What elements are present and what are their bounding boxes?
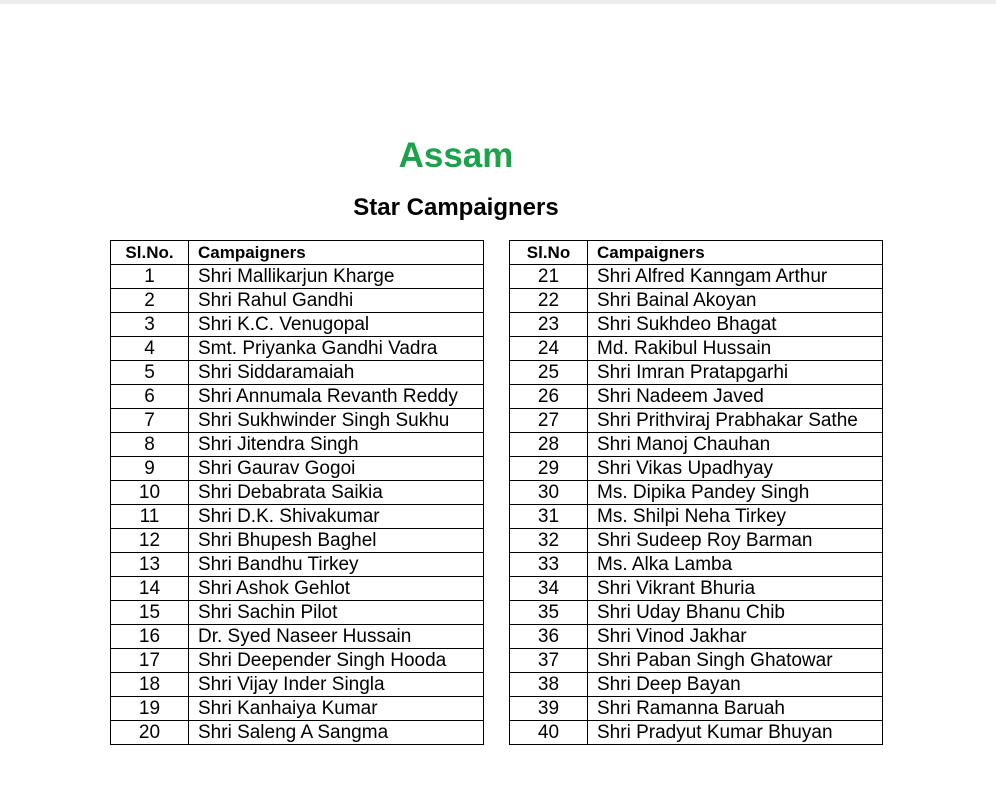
serial-number-cell: 40 <box>510 721 588 745</box>
serial-number-cell: 18 <box>111 673 189 697</box>
table-row <box>111 601 484 625</box>
serial-number-cell: 24 <box>510 337 588 361</box>
campaigner-name-cell: Shri Prithviraj Prabhakar Sathe <box>588 409 883 433</box>
campaigner-name-cell: Shri Deep Bayan <box>588 673 883 697</box>
campaigner-name-cell: Shri Bandhu Tirkey <box>189 553 484 577</box>
campaigner-name-cell: Ms. Dipika Pandey Singh <box>588 481 883 505</box>
table-row <box>510 409 883 433</box>
page-subtitle: Star Campaigners <box>353 194 559 221</box>
campaigner-name-cell: Shri Uday Bhanu Chib <box>588 601 883 625</box>
campaigner-name-cell: Shri D.K. Shivakumar <box>189 505 484 529</box>
serial-number-cell: 35 <box>510 601 588 625</box>
table-row <box>510 481 883 505</box>
campaigner-name-cell: Shri Vikrant Bhuria <box>588 577 883 601</box>
campaigner-name-cell: Shri Vinod Jakhar <box>588 625 883 649</box>
table-row <box>510 313 883 337</box>
table-row <box>510 553 883 577</box>
serial-number-cell: 13 <box>111 553 189 577</box>
table-row <box>111 505 484 529</box>
left-table-body <box>111 265 484 745</box>
table-row <box>510 601 883 625</box>
table-row <box>510 721 883 745</box>
table-row <box>111 265 484 289</box>
campaigner-name-cell: Shri Paban Singh Ghatowar <box>588 649 883 673</box>
table-row <box>111 529 484 553</box>
header-campaigners: Campaigners <box>189 241 484 265</box>
table-row <box>510 505 883 529</box>
campaigner-name-cell: Shri Siddaramaiah <box>189 361 484 385</box>
serial-number-cell: 3 <box>111 313 189 337</box>
serial-number-cell: 2 <box>111 289 189 313</box>
campaigner-name-cell: Shri Sukhwinder Singh Sukhu <box>189 409 484 433</box>
serial-number-cell: 34 <box>510 577 588 601</box>
table-header-row <box>111 241 484 265</box>
serial-number-cell: 26 <box>510 385 588 409</box>
serial-number-cell: 1 <box>111 265 189 289</box>
serial-number-cell: 20 <box>111 721 189 745</box>
table-row <box>510 433 883 457</box>
campaigner-name-cell: Dr. Syed Naseer Hussain <box>189 625 484 649</box>
table-row <box>111 433 484 457</box>
serial-number-cell: 23 <box>510 313 588 337</box>
table-row <box>510 361 883 385</box>
table-row <box>111 673 484 697</box>
table-row <box>111 625 484 649</box>
table-row <box>111 385 484 409</box>
campaigner-name-cell: Shri Bhupesh Baghel <box>189 529 484 553</box>
table-row <box>111 721 484 745</box>
serial-number-cell: 7 <box>111 409 189 433</box>
campaigner-name-cell: Shri Saleng A Sangma <box>189 721 484 745</box>
top-strip <box>0 0 996 4</box>
serial-number-cell: 19 <box>111 697 189 721</box>
serial-number-cell: 36 <box>510 625 588 649</box>
campaigners-table-left <box>110 240 484 745</box>
campaigner-name-cell: Shri Vikas Upadhyay <box>588 457 883 481</box>
serial-number-cell: 33 <box>510 553 588 577</box>
serial-number-cell: 21 <box>510 265 588 289</box>
campaigner-name-cell: Shri Ramanna Baruah <box>588 697 883 721</box>
table-row <box>510 337 883 361</box>
campaigner-name-cell: Shri Sukhdeo Bhagat <box>588 313 883 337</box>
header-sl-no: Sl.No <box>510 241 588 265</box>
table-row <box>510 673 883 697</box>
campaigner-name-cell: Shri Ashok Gehlot <box>189 577 484 601</box>
serial-number-cell: 17 <box>111 649 189 673</box>
table-header-row <box>510 241 883 265</box>
campaigner-name-cell: Shri Sachin Pilot <box>189 601 484 625</box>
serial-number-cell: 8 <box>111 433 189 457</box>
table-row <box>111 457 484 481</box>
table-row <box>111 553 484 577</box>
header-sl-no: Sl.No. <box>111 241 189 265</box>
campaigner-name-cell: Shri Mallikarjun Kharge <box>189 265 484 289</box>
table-row <box>111 289 484 313</box>
campaigner-name-cell: Shri Pradyut Kumar Bhuyan <box>588 721 883 745</box>
serial-number-cell: 9 <box>111 457 189 481</box>
campaigner-name-cell: Shri Jitendra Singh <box>189 433 484 457</box>
campaigner-name-cell: Shri K.C. Venugopal <box>189 313 484 337</box>
serial-number-cell: 15 <box>111 601 189 625</box>
table-row <box>510 625 883 649</box>
serial-number-cell: 25 <box>510 361 588 385</box>
serial-number-cell: 29 <box>510 457 588 481</box>
campaigners-table-right <box>509 240 883 745</box>
serial-number-cell: 10 <box>111 481 189 505</box>
campaigner-name-cell: Shri Imran Pratapgarhi <box>588 361 883 385</box>
table-row <box>111 361 484 385</box>
table-row <box>111 649 484 673</box>
campaigner-name-cell: Shri Nadeem Javed <box>588 385 883 409</box>
serial-number-cell: 6 <box>111 385 189 409</box>
campaigner-name-cell: Shri Rahul Gandhi <box>189 289 484 313</box>
serial-number-cell: 4 <box>111 337 189 361</box>
table-row <box>510 577 883 601</box>
serial-number-cell: 16 <box>111 625 189 649</box>
campaigner-name-cell: Shri Kanhaiya Kumar <box>189 697 484 721</box>
campaigner-name-cell: Shri Manoj Chauhan <box>588 433 883 457</box>
serial-number-cell: 28 <box>510 433 588 457</box>
serial-number-cell: 27 <box>510 409 588 433</box>
campaigner-name-cell: Md. Rakibul Hussain <box>588 337 883 361</box>
campaigner-name-cell: Shri Debabrata Saikia <box>189 481 484 505</box>
serial-number-cell: 38 <box>510 673 588 697</box>
table-row <box>510 529 883 553</box>
table-row <box>510 457 883 481</box>
campaigner-name-cell: Ms. Shilpi Neha Tirkey <box>588 505 883 529</box>
table-row <box>111 697 484 721</box>
serial-number-cell: 31 <box>510 505 588 529</box>
serial-number-cell: 22 <box>510 289 588 313</box>
campaigner-name-cell: Shri Gaurav Gogoi <box>189 457 484 481</box>
header-campaigners: Campaigners <box>588 241 883 265</box>
table-row <box>111 409 484 433</box>
table-row <box>510 385 883 409</box>
campaigner-name-cell: Shri Alfred Kanngam Arthur <box>588 265 883 289</box>
serial-number-cell: 14 <box>111 577 189 601</box>
campaigner-name-cell: Shri Annumala Revanth Reddy <box>189 385 484 409</box>
campaigner-name-cell: Ms. Alka Lamba <box>588 553 883 577</box>
serial-number-cell: 30 <box>510 481 588 505</box>
table-row <box>111 577 484 601</box>
state-title: Assam <box>398 136 514 175</box>
table-row <box>510 649 883 673</box>
campaigner-name-cell: Smt. Priyanka Gandhi Vadra <box>189 337 484 361</box>
serial-number-cell: 39 <box>510 697 588 721</box>
campaigner-name-cell: Shri Bainal Akoyan <box>588 289 883 313</box>
campaigner-name-cell: Shri Vijay Inder Singla <box>189 673 484 697</box>
table-row <box>111 481 484 505</box>
campaigner-name-cell: Shri Sudeep Roy Barman <box>588 529 883 553</box>
right-table-body <box>510 265 883 745</box>
table-row <box>510 697 883 721</box>
table-row <box>111 313 484 337</box>
serial-number-cell: 32 <box>510 529 588 553</box>
table-row <box>111 337 484 361</box>
campaigner-name-cell: Shri Deepender Singh Hooda <box>189 649 484 673</box>
serial-number-cell: 37 <box>510 649 588 673</box>
serial-number-cell: 12 <box>111 529 189 553</box>
table-row <box>510 289 883 313</box>
table-row <box>510 265 883 289</box>
serial-number-cell: 5 <box>111 361 189 385</box>
serial-number-cell: 11 <box>111 505 189 529</box>
